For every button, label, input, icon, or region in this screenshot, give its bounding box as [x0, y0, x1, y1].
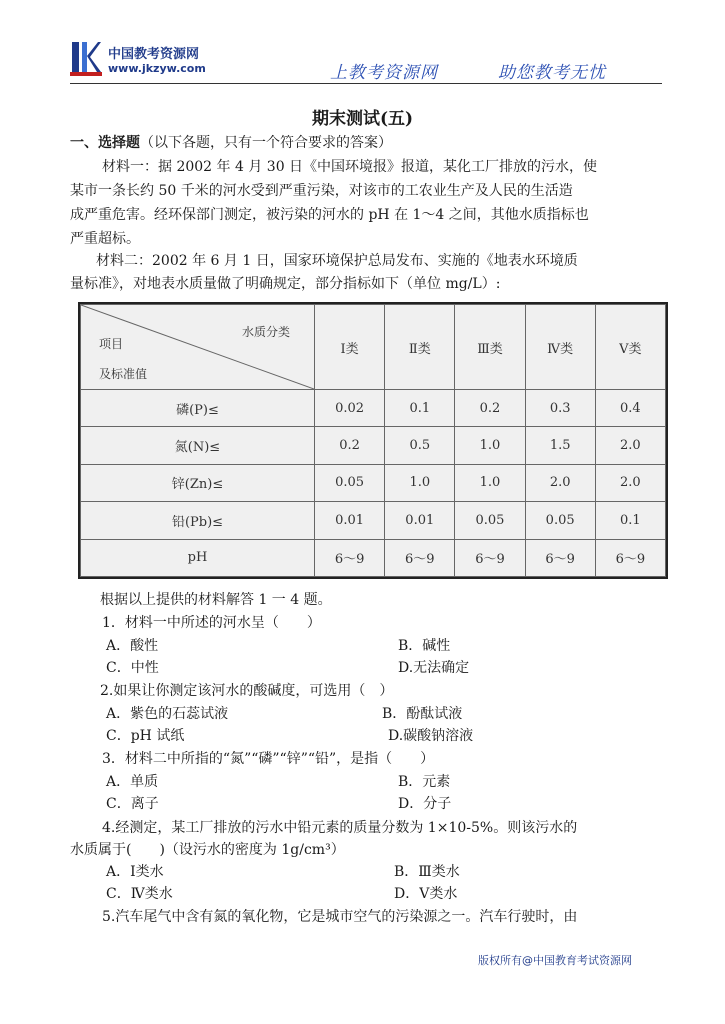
question-3-option-b: B．元素 [398, 774, 451, 790]
table-cell: 0.02 [315, 390, 385, 427]
table-cell: 2.0 [525, 464, 595, 501]
table-header-row [81, 305, 666, 390]
site-url: www.jkzyw.com [108, 62, 206, 75]
table-cell: 0.05 [525, 502, 595, 539]
class-header: Ⅴ类 [595, 305, 665, 390]
question-2-option-a: A．紫色的石蕊试液 [106, 706, 229, 722]
question-4-stem-line-1: 4.经测定，某工厂排放的污水中铅元素的质量分数为 1×10-5%。则该污水的 [102, 820, 578, 836]
question-5-stem: 5.汽车尾气中含有氮的氧化物，它是城市空气的污染源之一。汽车行驶时，由 [102, 909, 578, 925]
row-label: pH [81, 539, 315, 576]
table-cell: 0.05 [455, 502, 525, 539]
table-cell: 0.01 [315, 502, 385, 539]
table-cell: 6～9 [315, 539, 385, 576]
site-name: 中国教考资源网 [108, 47, 200, 62]
table-cell: 2.0 [595, 464, 665, 501]
slogan-right: 助您教考无忧 [498, 63, 606, 83]
material2-line-2: 量标准》，对地表水质量做了明确规定，部分指标如下（单位 mg/L）: [70, 276, 501, 292]
question-1-option-c: C．中性 [106, 660, 159, 676]
question-3-option-a: A．单质 [106, 774, 159, 790]
table-row [81, 390, 666, 427]
header-divider [70, 83, 662, 84]
table-cell: 1.5 [525, 427, 595, 464]
table-cell: 0.01 [385, 502, 455, 539]
table-cell: 6～9 [525, 539, 595, 576]
table-row [81, 427, 666, 464]
slogan-left: 上教考资源网 [330, 63, 438, 83]
table-cell: 0.2 [455, 390, 525, 427]
row-label: 铅(Pb)≤ [81, 502, 315, 539]
table-cell: 6～9 [385, 539, 455, 576]
question-4-stem-line-2: 水质属于( )（设污水的密度为 1g/cm³） [70, 842, 345, 858]
class-header: Ⅱ类 [385, 305, 455, 390]
material1-line-2: 某市一条长约 50 千米的河水受到严重污染，对该市的工农业生产及人民的生活造 [70, 183, 573, 199]
question-4-option-d: D．Ⅴ类水 [394, 886, 458, 902]
table-cell: 0.4 [595, 390, 665, 427]
table-cell: 0.1 [595, 502, 665, 539]
question-1-option-b: B．碱性 [398, 638, 451, 654]
table-cell: 1.0 [455, 464, 525, 501]
question-4-option-a: A．Ⅰ类水 [106, 864, 164, 880]
questions-intro: 根据以上提供的材料解答 1 一 4 题。 [100, 592, 332, 608]
question-4-option-c: C．Ⅳ类水 [106, 886, 173, 902]
header-standard: 及标准值 [99, 367, 148, 381]
copyright-footer: 版权所有@中国教育考试资源网 [478, 954, 632, 967]
table-cell: 1.0 [385, 464, 455, 501]
water-quality-grid [80, 304, 666, 577]
table-cell: 2.0 [595, 427, 665, 464]
row-label: 磷(P)≤ [81, 390, 315, 427]
header-classification: 水质分类 [241, 325, 290, 339]
header-item: 项目 [99, 337, 124, 351]
table-corner-cell [81, 305, 315, 390]
question-2-option-c: C．pH 试纸 [106, 728, 185, 744]
table-row [81, 502, 666, 539]
class-header: Ⅲ类 [455, 305, 525, 390]
table-row [81, 464, 666, 501]
table-cell: 0.1 [385, 390, 455, 427]
material2-line-1: 材料二：2002 年 6 月 1 日，国家环境保护总局发布、实施的《地表水环境质 [96, 253, 578, 269]
table-cell: 0.5 [385, 427, 455, 464]
table-row [81, 539, 666, 576]
row-label: 氮(N)≤ [81, 427, 315, 464]
class-header: Ⅰ类 [315, 305, 385, 390]
question-2-option-b: B．酚酞试液 [382, 706, 463, 722]
table-cell: 0.05 [315, 464, 385, 501]
table-cell: 6～9 [455, 539, 525, 576]
water-quality-table [78, 302, 668, 579]
material1-line-4: 严重超标。 [70, 231, 140, 247]
material1-line-1: 材料一：据 2002 年 4 月 30 日《中国环境报》报道，某化工厂排放的污水，使 [102, 159, 598, 175]
table-cell: 6～9 [595, 539, 665, 576]
class-header: Ⅳ类 [525, 305, 595, 390]
section-heading-label: 一、选择题 [70, 135, 140, 151]
material1-line-3: 成严重危害。经环保部门测定，被污染的河水的 pH 在 1～4 之间，其他水质指标也 [70, 207, 589, 223]
section-heading [70, 133, 392, 153]
site-logo [70, 40, 102, 76]
question-1-option-d: D.无法确定 [398, 660, 470, 676]
page-title: 期末测试(五) [311, 109, 414, 129]
question-3-stem: 3．材料二中所指的“氮”“磷”“锌”“铅”，是指（ ） [102, 751, 435, 767]
question-1-stem: 1．材料一中所述的河水呈（ ） [102, 615, 321, 631]
question-3-option-d: D．分子 [398, 796, 452, 812]
row-label: 锌(Zn)≤ [81, 464, 315, 501]
question-4-option-b: B．Ⅲ类水 [394, 864, 460, 880]
question-2-stem: 2.如果让你测定该河水的酸碱度，可选用（ ） [100, 683, 394, 699]
question-2-option-d: D.碳酸钠溶液 [388, 728, 474, 744]
table-cell: 1.0 [455, 427, 525, 464]
table-cell: 0.3 [525, 390, 595, 427]
question-3-option-c: C．离子 [106, 796, 159, 812]
question-1-option-a: A．酸性 [106, 638, 159, 654]
section-heading-note: （以下各题，只有一个符合要求的答案） [140, 135, 392, 151]
table-cell: 0.2 [315, 427, 385, 464]
